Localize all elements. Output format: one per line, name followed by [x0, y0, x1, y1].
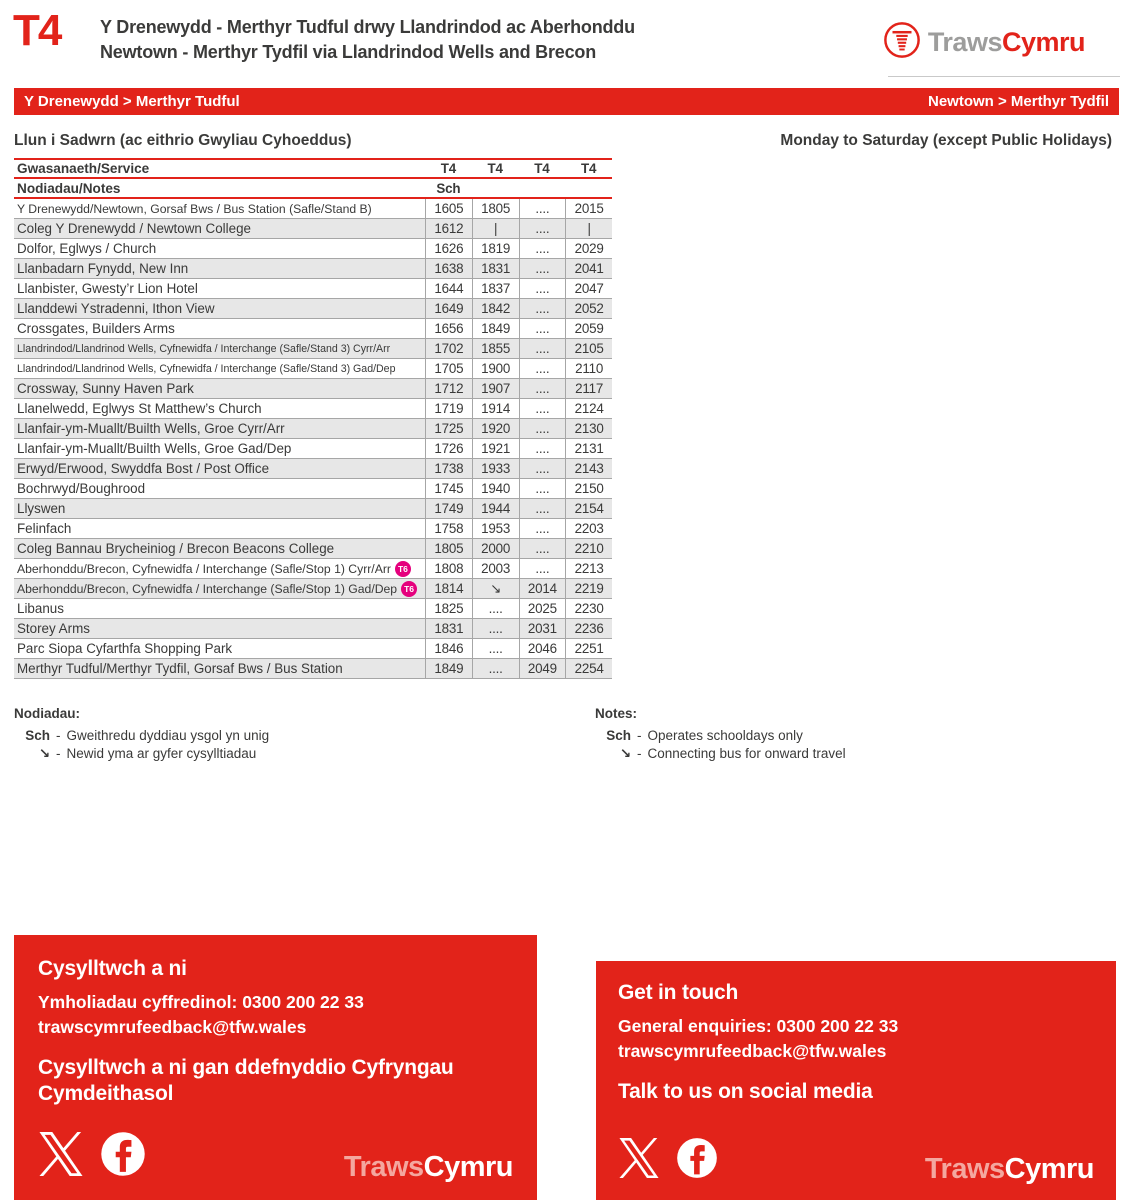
- time-cell: 1705: [425, 359, 472, 378]
- trawscymru-wordmark: [928, 27, 1085, 58]
- stop-name: Aberhonddu/Brecon, Cyfnewidfa / Interchange (Safle/Stop 1) Cyrr/Arr: [17, 561, 391, 576]
- note-text: Connecting bus for onward travel: [647, 746, 846, 761]
- timetable-row: [14, 659, 612, 679]
- stop-name: Llandrindod/Llandrinod Wells, Cyfnewidfa / Interchange (Safle/Stand 3) Gad/Dep: [17, 362, 396, 375]
- time-cell: 2131: [565, 439, 612, 458]
- time-cell: 1921: [472, 439, 519, 458]
- time-cell: 2003: [472, 559, 519, 578]
- stop-name: Libanus: [17, 601, 64, 616]
- time-cell: ....: [519, 239, 566, 258]
- timetable: [14, 158, 612, 679]
- contact-enquiries-english: General enquiries: 0300 200 22 33: [618, 1016, 899, 1036]
- note-code-cell: Sch: [436, 180, 461, 196]
- day-heading: [14, 132, 1112, 150]
- note-code-cell: [565, 179, 612, 197]
- trawscymru-logo: [883, 21, 1085, 64]
- note-dash: -: [637, 728, 642, 743]
- time-cell: 2000: [472, 539, 519, 558]
- direction-english: Newtown > Merthyr Tydfil: [928, 93, 1109, 110]
- time-cell: 2203: [565, 519, 612, 538]
- time-cell: |: [472, 219, 519, 238]
- time-cell: ....: [519, 259, 566, 278]
- social-icons: [618, 1137, 718, 1184]
- note-text: Gweithredu dyddiau ysgol yn unig: [66, 728, 270, 743]
- stop-name: Storey Arms: [17, 621, 90, 636]
- time-cell: 2025: [519, 599, 566, 618]
- stop-name-cell: [14, 461, 425, 476]
- note-term: ↘: [38, 746, 50, 761]
- time-cell: 2236: [565, 619, 612, 638]
- contact-enquiries-welsh: Ymholiadau cyffredinol: 0300 200 22 33: [38, 992, 364, 1012]
- time-cell: 1808: [425, 559, 472, 578]
- timetable-row: [14, 559, 612, 579]
- stop-name-cell: [14, 501, 425, 516]
- time-cell: 1831: [425, 619, 472, 638]
- timetable-row: [14, 359, 612, 379]
- note-item: [595, 727, 846, 745]
- time-cell: 1944: [472, 499, 519, 518]
- note-term: Sch: [606, 728, 631, 743]
- timetable-row: [14, 339, 612, 359]
- time-cell: 1626: [425, 239, 472, 258]
- stop-name: Erwyd/Erwood, Swyddfa Bost / Post Office: [17, 461, 270, 476]
- timetable-row: [14, 279, 612, 299]
- day-heading-welsh: Llun i Sadwrn (ac eithrio Gwyliau Cyhoeddus): [14, 132, 352, 149]
- time-cell: 1849: [472, 319, 519, 338]
- time-cell: ....: [519, 499, 566, 518]
- stop-name: Y Drenewydd/Newtown, Gorsaf Bws / Bus Station (Safle/Stand B): [17, 201, 372, 216]
- time-cell: 2254: [565, 659, 612, 678]
- contact-heading-welsh: Cysylltwch a ni: [38, 957, 187, 980]
- time-cell: ....: [472, 659, 519, 678]
- time-cell: 1745: [425, 479, 472, 498]
- time-cell: 1738: [425, 459, 472, 478]
- time-cell: 2210: [565, 539, 612, 558]
- page-title: [100, 15, 635, 65]
- timetable-row: [14, 199, 612, 219]
- note-dash: -: [56, 728, 61, 743]
- time-cell: ....: [472, 599, 519, 618]
- stop-name: Llanbister, Gwesty’r Lion Hotel: [17, 281, 198, 296]
- time-cell: 1758: [425, 519, 472, 538]
- time-cell: ....: [472, 639, 519, 658]
- time-cell: ....: [519, 219, 566, 238]
- time-cell: 2015: [565, 199, 612, 218]
- service-code: T4: [440, 161, 456, 176]
- service-code: T4: [487, 161, 503, 176]
- contact-heading-english: Get in touch: [618, 981, 739, 1004]
- note-item: [14, 745, 269, 763]
- time-cell: |: [565, 219, 612, 238]
- stop-name: Coleg Y Drenewydd / Newtown College: [17, 221, 251, 236]
- time-cell: ....: [519, 379, 566, 398]
- stop-name: Llanelwedd, Eglwys St Matthew’s Church: [17, 401, 262, 416]
- time-cell: ....: [519, 479, 566, 498]
- route-title-english: Newtown - Merthyr Tydfil via Llandrindod Wells and Brecon: [100, 42, 596, 62]
- x-twitter-icon[interactable]: [618, 1138, 660, 1183]
- route-number: T4: [13, 6, 61, 55]
- time-cell: 1656: [425, 319, 472, 338]
- stop-name-cell: [14, 541, 425, 556]
- stop-name-cell: [14, 301, 425, 316]
- x-twitter-icon[interactable]: [38, 1132, 84, 1181]
- time-cell: 1605: [425, 199, 472, 218]
- time-cell: ....: [519, 559, 566, 578]
- footer-wordmark-cymru: Cymru: [1004, 1153, 1094, 1185]
- social-row-english: [618, 1137, 1094, 1184]
- notes-welsh: [14, 705, 269, 763]
- notes-heading: Notes:: [595, 706, 638, 721]
- facebook-icon[interactable]: [100, 1131, 146, 1182]
- time-cell: 1814: [425, 579, 472, 598]
- day-heading-english: Monday to Saturday (except Public Holidays): [780, 132, 1112, 149]
- time-cell: 1805: [425, 539, 472, 558]
- stop-name-cell: [14, 601, 425, 616]
- stop-name: Aberhonddu/Brecon, Cyfnewidfa / Interchange (Safle/Stop 1) Gad/Dep: [17, 581, 398, 596]
- time-cell: ....: [519, 279, 566, 298]
- time-cell: 1825: [425, 599, 472, 618]
- stop-name-cell: [14, 281, 425, 296]
- time-cell: 1805: [472, 199, 519, 218]
- time-cell: ....: [519, 319, 566, 338]
- timetable-row: [14, 239, 612, 259]
- stop-name-cell: [14, 441, 425, 456]
- social-row-welsh: [38, 1131, 513, 1182]
- social-icons: [38, 1131, 146, 1182]
- stop-name-cell: [14, 241, 425, 256]
- stop-name: Bochrwyd/Boughrood: [17, 481, 146, 496]
- wordmark-traws: Traws: [927, 27, 1002, 57]
- social-heading-english: Talk to us on social media: [618, 1080, 873, 1103]
- footer-wordmark-traws: Traws: [343, 1151, 424, 1183]
- time-cell: 1914: [472, 399, 519, 418]
- stop-name: Coleg Bannau Brycheiniog / Brecon Beacons College: [17, 541, 335, 556]
- time-cell: 2059: [565, 319, 612, 338]
- stop-name: Crossgates, Builders Arms: [17, 321, 175, 336]
- time-cell: 1953: [472, 519, 519, 538]
- stop-name-cell: [14, 381, 425, 396]
- stop-name: Parc Siopa Cyfarthfa Shopping Park: [17, 641, 233, 656]
- timetable-row: [14, 219, 612, 239]
- time-cell: ....: [519, 299, 566, 318]
- stop-name: Dolfor, Eglwys / Church: [17, 241, 157, 256]
- note-dash: -: [56, 746, 61, 761]
- stop-name-cell: [14, 261, 425, 276]
- stop-name-cell: [14, 581, 425, 597]
- stop-name: Crossway, Sunny Haven Park: [17, 381, 194, 396]
- timetable-row: [14, 439, 612, 459]
- direction-welsh: Y Drenewydd > Merthyr Tudful: [24, 93, 240, 110]
- stop-name: Llanfair-ym-Muallt/Builth Wells, Groe Cyrr/Arr: [17, 421, 285, 436]
- time-cell: ....: [519, 439, 566, 458]
- note-item: [595, 745, 846, 763]
- time-cell: 1725: [425, 419, 472, 438]
- header-divider: [888, 76, 1120, 77]
- t6-route-badge: T6: [395, 561, 411, 577]
- time-cell: 2251: [565, 639, 612, 658]
- time-cell: ....: [519, 539, 566, 558]
- notes-english: [595, 705, 846, 763]
- time-cell: 2046: [519, 639, 566, 658]
- service-code: T4: [534, 161, 550, 176]
- t6-route-badge: T6: [401, 581, 417, 597]
- stop-name-cell: [14, 641, 425, 656]
- note-text: Operates schooldays only: [647, 728, 803, 743]
- stop-name-cell: [14, 401, 425, 416]
- note-code-cell: [519, 179, 566, 197]
- stop-name: Llanbadarn Fynydd, New Inn: [17, 261, 189, 276]
- time-cell: 2213: [565, 559, 612, 578]
- time-cell: 1933: [472, 459, 519, 478]
- time-cell: ....: [519, 399, 566, 418]
- time-cell: ....: [519, 419, 566, 438]
- time-cell: ....: [519, 339, 566, 358]
- timetable-row: [14, 419, 612, 439]
- time-cell: 1849: [425, 659, 472, 678]
- time-cell: ....: [472, 619, 519, 638]
- timetable-notes-row: [14, 179, 612, 199]
- time-cell: 2124: [565, 399, 612, 418]
- stop-name-cell: [14, 521, 425, 536]
- time-cell: 1702: [425, 339, 472, 358]
- note-term: Sch: [25, 728, 50, 743]
- note-text: Newid yma ar gyfer cysylltiadau: [66, 746, 257, 761]
- stop-name-cell: [14, 321, 425, 336]
- time-cell: 2052: [565, 299, 612, 318]
- time-cell: 1846: [425, 639, 472, 658]
- stop-name-cell: [14, 221, 425, 236]
- stop-name-cell: [14, 481, 425, 496]
- stop-name: Felinfach: [17, 521, 72, 536]
- time-cell: 1638: [425, 259, 472, 278]
- time-cell: 2110: [565, 359, 612, 378]
- time-cell: ....: [519, 199, 566, 218]
- time-cell: 2130: [565, 419, 612, 438]
- time-cell: 1649: [425, 299, 472, 318]
- service-label: Gwasanaeth/Service: [17, 161, 150, 176]
- time-cell: 2047: [565, 279, 612, 298]
- time-cell: 1837: [472, 279, 519, 298]
- time-cell: 2029: [565, 239, 612, 258]
- time-cell: ↘: [472, 579, 519, 598]
- time-cell: 2154: [565, 499, 612, 518]
- timetable-row: [14, 399, 612, 419]
- stop-name-cell: [14, 363, 425, 375]
- time-cell: 2014: [519, 579, 566, 598]
- timetable-row: [14, 599, 612, 619]
- trawscymru-roundel-icon: [883, 21, 921, 64]
- wordmark-cymru: Cymru: [1001, 27, 1085, 57]
- stop-name-cell: [14, 621, 425, 636]
- service-code: T4: [581, 161, 597, 176]
- time-cell: 1644: [425, 279, 472, 298]
- timetable-row: [14, 479, 612, 499]
- timetable-row: [14, 299, 612, 319]
- stop-name-cell: [14, 661, 425, 676]
- footer-trawscymru-wordmark: [925, 1155, 1094, 1184]
- timetable-row: [14, 639, 612, 659]
- contact-email-english[interactable]: trawscymrufeedback@tfw.wales: [618, 1041, 887, 1061]
- stop-name: Llanddewi Ystradenni, Ithon View: [17, 301, 215, 316]
- note-item: [14, 727, 269, 745]
- time-cell: 2150: [565, 479, 612, 498]
- timetable-row: [14, 459, 612, 479]
- timetable-row: [14, 519, 612, 539]
- facebook-icon[interactable]: [676, 1137, 718, 1184]
- timetable-row: [14, 619, 612, 639]
- stop-name: Llyswen: [17, 501, 66, 516]
- time-cell: 1712: [425, 379, 472, 398]
- timetable-row: [14, 539, 612, 559]
- note-dash: -: [637, 746, 642, 761]
- stop-name-cell: [14, 561, 425, 577]
- time-cell: 2031: [519, 619, 566, 638]
- footer-wordmark-traws: Traws: [924, 1153, 1005, 1185]
- time-cell: 2117: [565, 379, 612, 398]
- stop-name: Merthyr Tudful/Merthyr Tydfil, Gorsaf Bws / Bus Station: [17, 661, 343, 676]
- time-cell: 1831: [472, 259, 519, 278]
- timetable-row: [14, 319, 612, 339]
- stop-name-cell: [14, 343, 425, 355]
- time-cell: 1726: [425, 439, 472, 458]
- direction-bar: [14, 88, 1119, 115]
- timetable-row: [14, 499, 612, 519]
- footer-trawscymru-wordmark: [344, 1153, 513, 1182]
- time-cell: 1819: [472, 239, 519, 258]
- time-cell: 2219: [565, 579, 612, 598]
- stop-name-cell: [14, 202, 425, 216]
- timetable-row: [14, 579, 612, 599]
- time-cell: ....: [519, 459, 566, 478]
- timetable-row: [14, 379, 612, 399]
- time-cell: 1920: [472, 419, 519, 438]
- notes-heading: Nodiadau:: [14, 706, 80, 721]
- stop-name: Llandrindod/Llandrinod Wells, Cyfnewidfa / Interchange (Safle/Stand 3) Cyrr/Arr: [17, 342, 391, 355]
- contact-box-welsh: [14, 935, 537, 1200]
- time-cell: 2143: [565, 459, 612, 478]
- contact-email-welsh[interactable]: trawscymrufeedback@tfw.wales: [38, 1017, 307, 1037]
- stop-name-cell: [14, 421, 425, 436]
- time-cell: 1842: [472, 299, 519, 318]
- time-cell: 2049: [519, 659, 566, 678]
- time-cell: 1940: [472, 479, 519, 498]
- note-term: ↘: [619, 746, 631, 761]
- time-cell: 2041: [565, 259, 612, 278]
- time-cell: ....: [519, 359, 566, 378]
- social-heading-welsh: Cysylltwch a ni gan ddefnyddio Cyfryngau Cymdeithasol: [38, 1056, 454, 1105]
- time-cell: 1719: [425, 399, 472, 418]
- note-code-cell: [472, 179, 519, 197]
- route-title-welsh: Y Drenewydd - Merthyr Tudful drwy Llandrindod ac Aberhonddu: [100, 17, 635, 37]
- time-cell: 1749: [425, 499, 472, 518]
- timetable-row: [14, 259, 612, 279]
- contact-box-english: [596, 961, 1116, 1200]
- time-cell: 1612: [425, 219, 472, 238]
- stop-name: Llanfair-ym-Muallt/Builth Wells, Groe Gad/Dep: [17, 441, 292, 456]
- time-cell: 1900: [472, 359, 519, 378]
- time-cell: 2105: [565, 339, 612, 358]
- notes-label: Nodiadau/Notes: [17, 180, 121, 196]
- time-cell: 2230: [565, 599, 612, 618]
- footer-wordmark-cymru: Cymru: [423, 1151, 513, 1183]
- timetable-header-row: [14, 158, 612, 179]
- time-cell: ....: [519, 519, 566, 538]
- time-cell: 1907: [472, 379, 519, 398]
- time-cell: 1855: [472, 339, 519, 358]
